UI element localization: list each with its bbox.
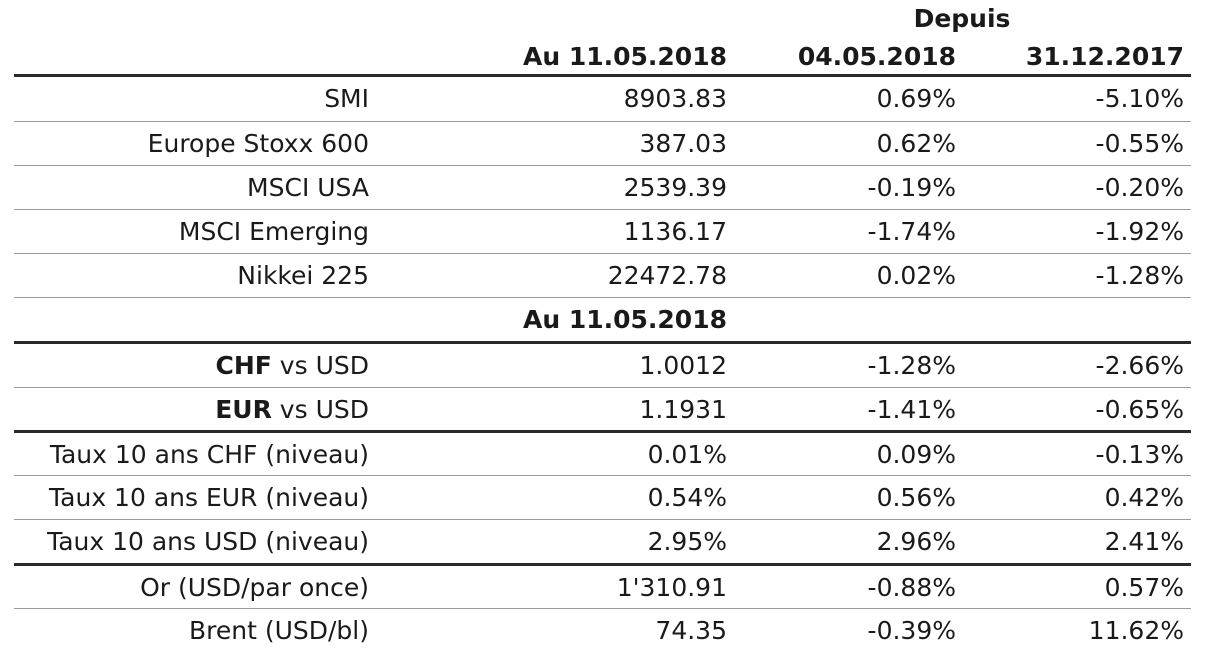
table-row <box>14 608 1191 653</box>
row-change-ytd: -0.20% <box>1095 173 1184 202</box>
row-value: 74.35 <box>655 616 727 645</box>
row-label: Brent (USD/bl) <box>188 616 369 645</box>
table-row <box>14 253 1191 298</box>
row-change-week: 0.69% <box>876 84 956 113</box>
row-value: 8903.83 <box>623 84 727 113</box>
row-label <box>14 388 369 432</box>
depuis-group-header: Depuis <box>913 4 1011 33</box>
row-change-ytd: -0.65% <box>1095 395 1184 424</box>
row-value: 2.95% <box>647 527 727 556</box>
table-row <box>14 121 1191 166</box>
table-row <box>14 209 1191 254</box>
table-row <box>14 519 1191 564</box>
row-change-week: 0.62% <box>876 129 956 158</box>
row-label: Taux 10 ans CHF (niveau) <box>49 440 369 469</box>
row-label: MSCI USA <box>247 173 369 202</box>
row-value: 1'310.91 <box>616 573 727 602</box>
currency-pair-suffix: vs USD <box>271 395 369 424</box>
row-change-ytd: -0.55% <box>1095 129 1184 158</box>
column-headers <box>14 42 1191 72</box>
header-col-as-of: Au 11.05.2018 <box>522 42 727 71</box>
row-change-ytd: -1.92% <box>1095 217 1184 246</box>
row-label: SMI <box>324 84 369 113</box>
row-label: Taux 10 ans EUR (niveau) <box>49 483 369 512</box>
row-label: Or (USD/par once) <box>140 573 369 602</box>
row-change-ytd: -5.10% <box>1095 84 1184 113</box>
row-value: 0.54% <box>647 483 727 512</box>
row-change-week: 0.09% <box>876 440 956 469</box>
table-row <box>14 387 1191 432</box>
row-label <box>14 344 369 388</box>
row-change-week: 2.96% <box>876 527 956 556</box>
row-value: 1136.17 <box>623 217 727 246</box>
row-change-ytd: 0.57% <box>1104 573 1184 602</box>
currency-code: EUR <box>215 395 272 424</box>
table-row <box>14 430 1191 477</box>
row-label: Nikkei 225 <box>237 261 369 290</box>
row-change-ytd: -2.66% <box>1095 351 1184 380</box>
row-change-week: -1.28% <box>867 351 956 380</box>
section-subheader <box>14 297 1191 342</box>
row-label: MSCI Emerging <box>178 217 369 246</box>
row-label: Europe Stoxx 600 <box>147 129 369 158</box>
row-value: 1.0012 <box>639 351 727 380</box>
header-col-since-week: 04.05.2018 <box>797 42 956 71</box>
table-row <box>14 475 1191 520</box>
row-value: 387.03 <box>639 129 727 158</box>
row-value: 0.01% <box>647 440 727 469</box>
row-change-week: -1.41% <box>867 395 956 424</box>
header-col-since-ytd: 31.12.2017 <box>1025 42 1184 71</box>
row-change-ytd: 2.41% <box>1104 527 1184 556</box>
row-change-ytd: 0.42% <box>1104 483 1184 512</box>
row-value: 1.1931 <box>639 395 727 424</box>
row-change-week: -0.39% <box>867 616 956 645</box>
table-row <box>14 341 1191 388</box>
row-change-ytd: 11.62% <box>1088 616 1184 645</box>
row-change-week: -0.19% <box>867 173 956 202</box>
row-label: Taux 10 ans USD (niveau) <box>47 527 369 556</box>
table-row <box>14 74 1191 121</box>
row-value: 22472.78 <box>607 261 727 290</box>
row-change-week: -0.88% <box>867 573 956 602</box>
currency-pair-suffix: vs USD <box>271 351 369 380</box>
row-change-ytd: -1.28% <box>1095 261 1184 290</box>
row-change-week: 0.02% <box>876 261 956 290</box>
table-row <box>14 165 1191 210</box>
row-change-ytd: -0.13% <box>1095 440 1184 469</box>
row-value: 2539.39 <box>623 173 727 202</box>
table-row <box>14 563 1191 610</box>
currency-code: CHF <box>215 351 272 380</box>
row-change-week: -1.74% <box>867 217 956 246</box>
row-change-week: 0.56% <box>876 483 956 512</box>
subheader-as-of: Au 11.05.2018 <box>522 305 727 334</box>
